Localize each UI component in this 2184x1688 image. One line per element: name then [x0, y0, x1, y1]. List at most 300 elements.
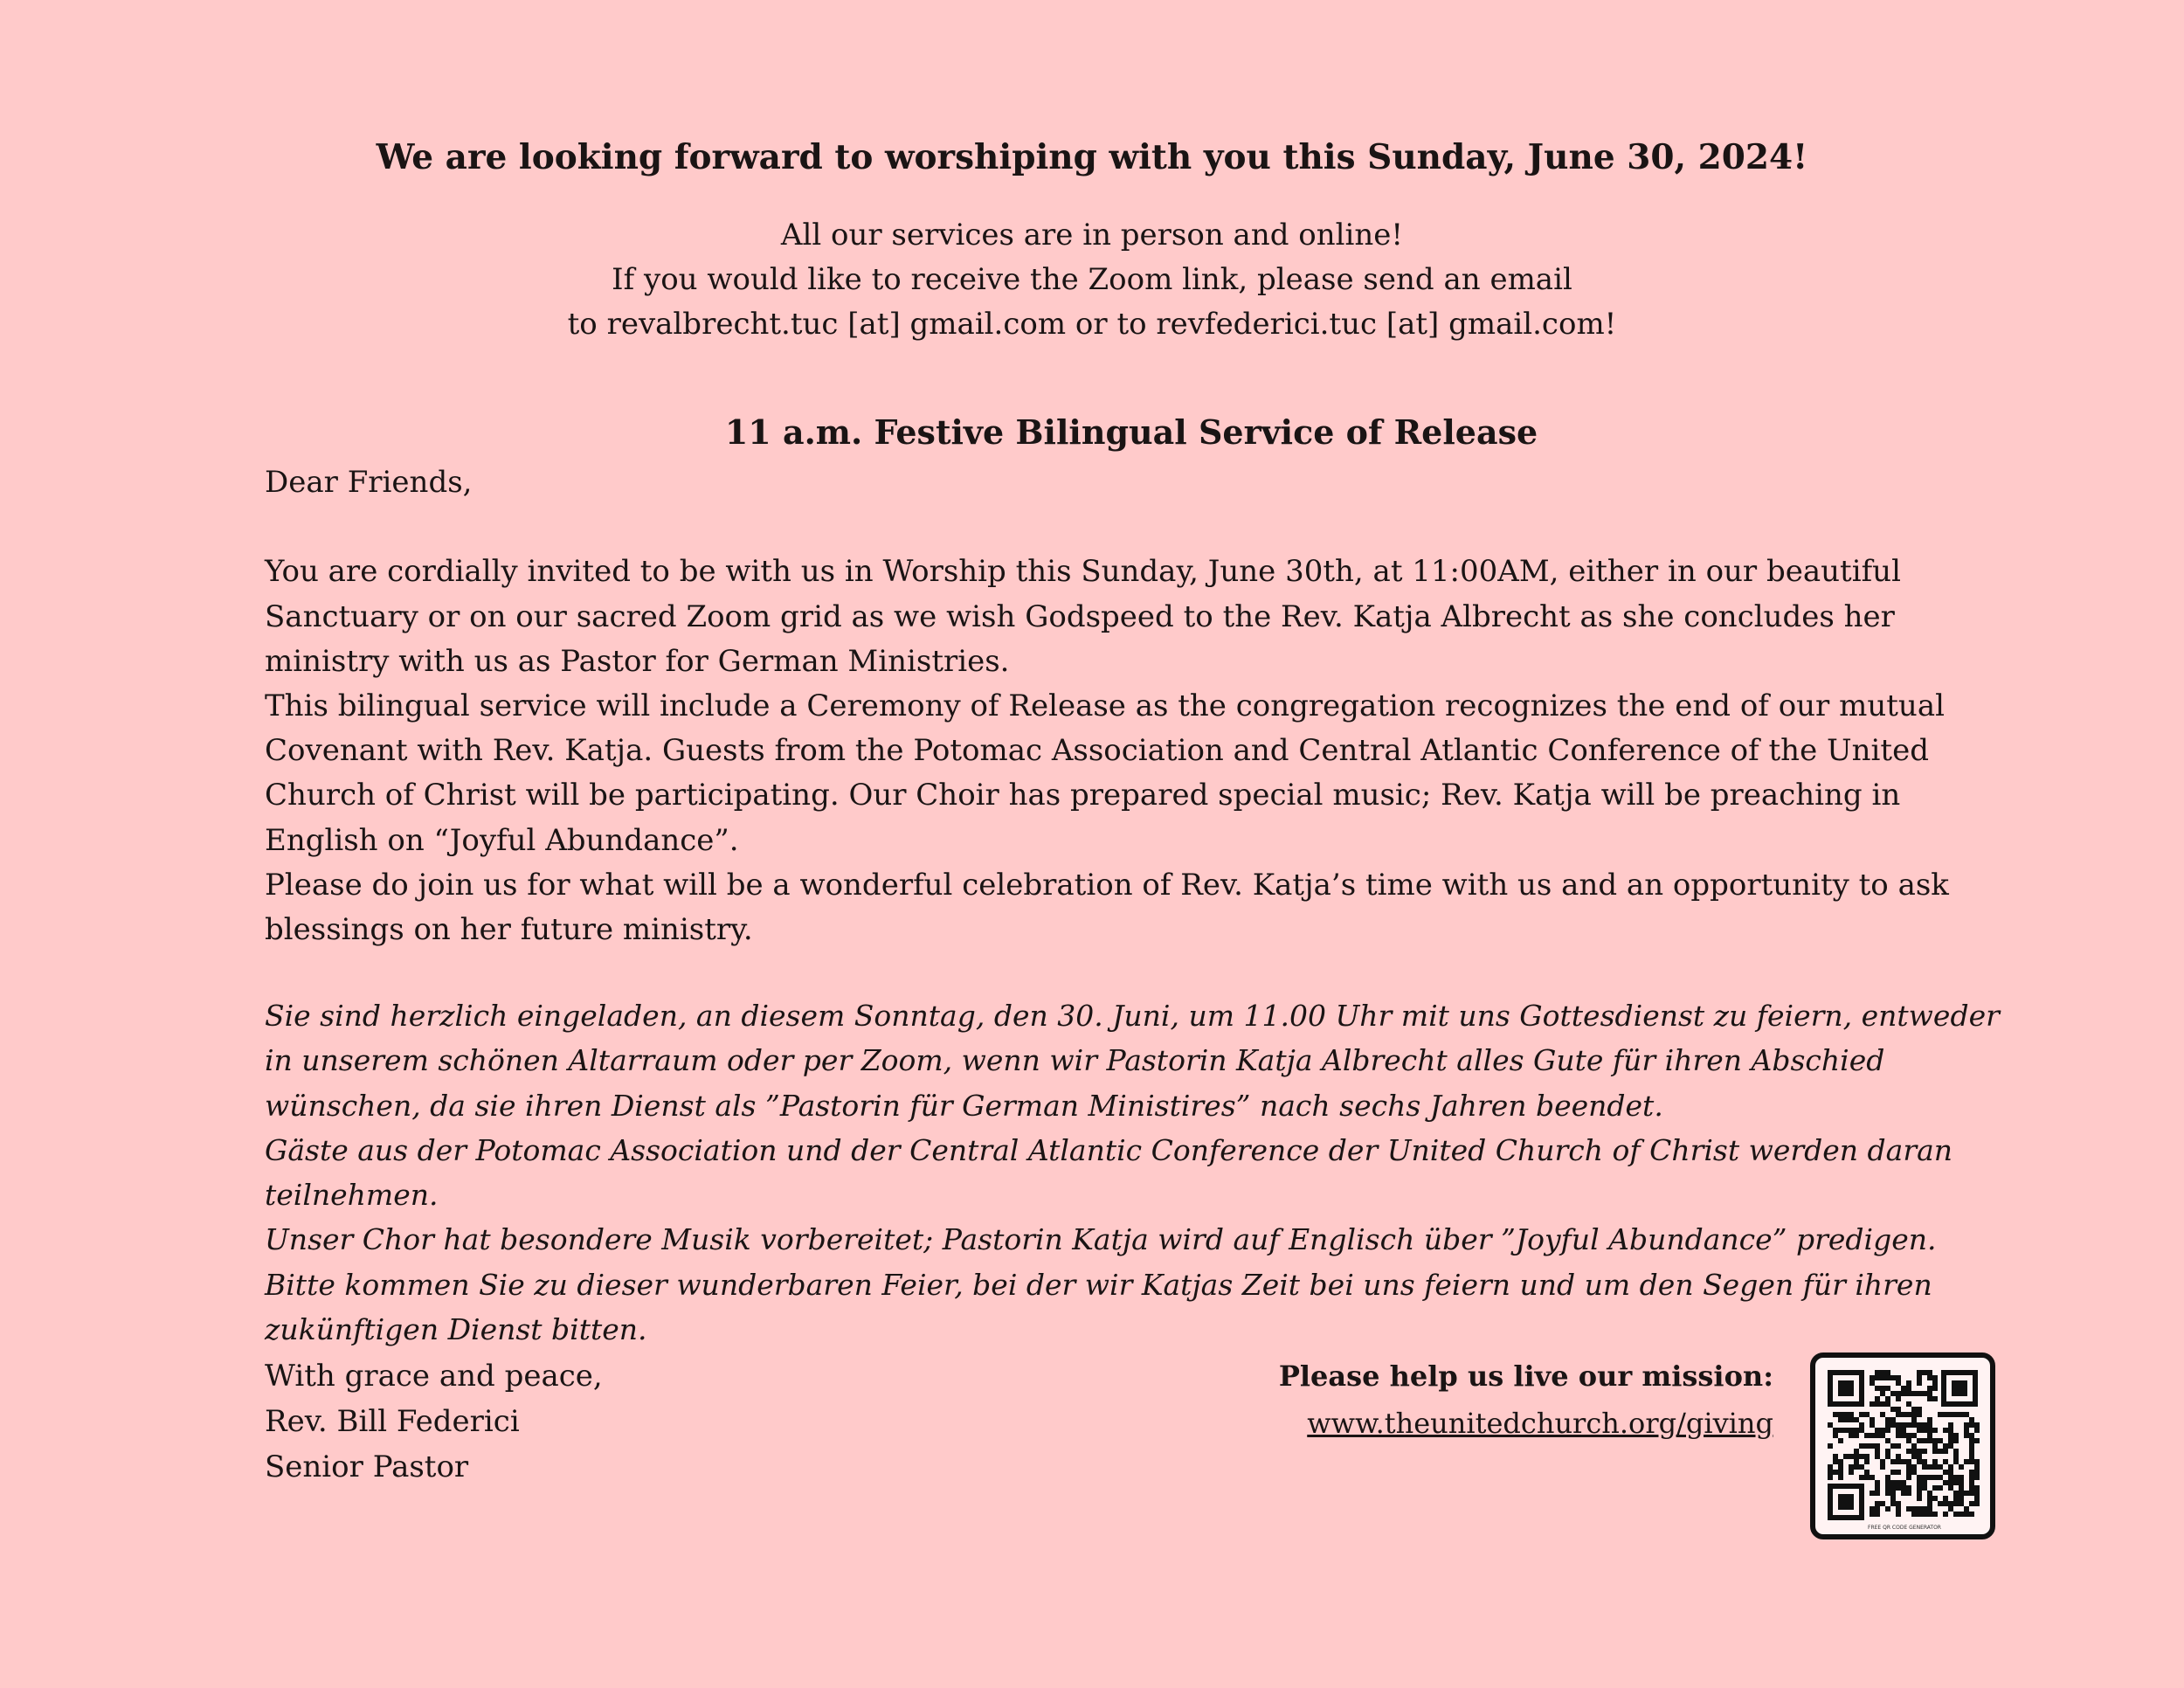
- qr-module: [1896, 1375, 1901, 1380]
- qr-module: [1906, 1475, 1911, 1480]
- qr-module: [1875, 1480, 1880, 1485]
- qr-module: [1890, 1422, 1896, 1428]
- qr-module: [1917, 1496, 1922, 1501]
- qr-module: [1906, 1438, 1911, 1443]
- qr-module: [1896, 1485, 1901, 1491]
- qr-module: [1849, 1433, 1854, 1438]
- qr-module: [1953, 1449, 1959, 1454]
- qr-module: [1922, 1428, 1927, 1433]
- qr-module: [1938, 1485, 1943, 1491]
- qr-module: [1974, 1475, 1980, 1480]
- qr-module: [1849, 1470, 1854, 1475]
- qr-module: [1969, 1470, 1974, 1475]
- qr-module: [1948, 1506, 1953, 1512]
- qr-module: [1890, 1459, 1896, 1464]
- german-paragraph-3: Unser Chor hat besondere Musik vorbereitet; Pastorin Katja wird auf Englisch über ”Joyful Abundance” predigen.: [265, 1222, 1937, 1257]
- qr-module: [1964, 1422, 1969, 1428]
- qr-module: [1917, 1506, 1922, 1512]
- qr-module: [1932, 1375, 1938, 1380]
- qr-module: [1959, 1480, 1964, 1485]
- qr-module: [1906, 1433, 1911, 1438]
- qr-module: [1932, 1438, 1938, 1443]
- qr-module: [1927, 1501, 1932, 1506]
- qr-module: [1901, 1386, 1906, 1391]
- qr-module: [1938, 1438, 1943, 1443]
- qr-module: [1927, 1428, 1932, 1433]
- qr-module: [1901, 1491, 1906, 1496]
- qr-module: [1959, 1485, 1964, 1491]
- qr-module: [1974, 1459, 1980, 1464]
- giving-link[interactable]: www.theunitedchurch.org/giving: [1307, 1407, 1773, 1440]
- qr-module: [1901, 1391, 1906, 1396]
- qr-module: [1906, 1380, 1911, 1386]
- qr-module: [1943, 1428, 1948, 1433]
- qr-module: [1943, 1459, 1948, 1464]
- qr-module: [1885, 1401, 1890, 1407]
- qr-module: [1953, 1433, 1959, 1438]
- qr-module: [1922, 1475, 1927, 1480]
- qr-module: [1927, 1496, 1932, 1501]
- qr-module: [1917, 1459, 1922, 1464]
- qr-module: [1890, 1491, 1896, 1496]
- qr-module: [1943, 1496, 1948, 1501]
- qr-module: [1896, 1501, 1901, 1506]
- qr-module: [1917, 1412, 1922, 1417]
- qr-module: [1859, 1475, 1864, 1480]
- qr-module: [1953, 1491, 1959, 1496]
- qr-module: [1896, 1459, 1901, 1464]
- german-letter: [265, 993, 2021, 1352]
- qr-module: [1870, 1375, 1875, 1380]
- giving-block: [1267, 1352, 1773, 1447]
- qr-module: [1890, 1407, 1896, 1412]
- qr-module: [1917, 1485, 1922, 1491]
- qr-module: [1906, 1401, 1911, 1407]
- qr-module: [1922, 1370, 1927, 1375]
- qr-module: [1885, 1506, 1890, 1512]
- qr-module: [1959, 1412, 1964, 1417]
- qr-module: [1932, 1380, 1938, 1386]
- qr-caption: FREE QR CODE GENERATOR: [1868, 1525, 1941, 1531]
- qr-module: [1948, 1475, 1953, 1480]
- qr-module: [1922, 1422, 1927, 1428]
- qr-module: [1922, 1459, 1927, 1464]
- qr-module: [1927, 1391, 1932, 1396]
- qr-module: [1943, 1412, 1948, 1417]
- qr-module: [1838, 1428, 1843, 1433]
- qr-module: [1948, 1428, 1953, 1433]
- signer-name: Rev. Bill Federici: [265, 1404, 520, 1439]
- qr-module: [1843, 1428, 1849, 1433]
- qr-module: [1906, 1470, 1911, 1475]
- qr-module: [1880, 1370, 1885, 1375]
- qr-module: [1843, 1417, 1849, 1422]
- qr-module: [1948, 1422, 1953, 1428]
- english-letter: [265, 460, 2021, 952]
- qr-module: [1927, 1422, 1932, 1428]
- qr-module: [1948, 1433, 1953, 1438]
- qr-module: [1880, 1501, 1885, 1506]
- qr-module: [1927, 1475, 1932, 1480]
- qr-module: [1880, 1412, 1885, 1417]
- qr-module: [1911, 1417, 1917, 1422]
- qr-module: [1932, 1396, 1938, 1401]
- qr-module: [1911, 1470, 1917, 1475]
- qr-module: [1974, 1501, 1980, 1506]
- headline: We are looking forward to worshiping with you this Sunday, June 30, 2024!: [376, 137, 1808, 177]
- qr-module: [1864, 1470, 1870, 1475]
- qr-module: [1870, 1433, 1875, 1438]
- qr-module: [1932, 1386, 1938, 1391]
- qr-module: [1854, 1459, 1859, 1464]
- qr-module: [1932, 1443, 1938, 1449]
- qr-module: [1885, 1375, 1890, 1380]
- qr-module: [1828, 1422, 1833, 1428]
- qr-module: [1953, 1512, 1959, 1517]
- qr-module: [1885, 1475, 1890, 1480]
- qr-module: [1859, 1422, 1864, 1428]
- qr-module: [1959, 1475, 1964, 1480]
- qr-module: [1885, 1417, 1890, 1422]
- qr-module: [1969, 1475, 1974, 1480]
- qr-module: [1890, 1501, 1896, 1506]
- qr-module: [1854, 1449, 1859, 1454]
- qr-module: [1969, 1512, 1974, 1517]
- qr-module: [1870, 1380, 1875, 1386]
- qr-module: [1911, 1454, 1917, 1459]
- english-paragraph-1: You are cordially invited to be with us in Worship this Sunday, June 30th, at 11:00AM, either in our beautiful Sanctuary or on our sacred Zoom grid as we wish Godspeed to the Rev. Katja Albrecht as she concludes her ministry with us as Pastor for German Ministries.: [265, 554, 1901, 679]
- qr-module: [1974, 1470, 1980, 1475]
- qr-module: [1875, 1443, 1880, 1449]
- qr-module: [1880, 1401, 1885, 1407]
- qr-module: [1875, 1370, 1880, 1375]
- qr-module: [1906, 1506, 1911, 1512]
- qr-module: [1833, 1470, 1838, 1475]
- qr-module: [1885, 1449, 1890, 1454]
- qr-module: [1911, 1443, 1917, 1449]
- qr-module: [1870, 1422, 1875, 1428]
- qr-module: [1917, 1375, 1922, 1380]
- qr-module: [1917, 1512, 1922, 1517]
- qr-module: [1969, 1454, 1974, 1459]
- qr-module: [1870, 1506, 1875, 1512]
- qr-module: [1838, 1470, 1843, 1475]
- qr-module: [1870, 1401, 1875, 1407]
- qr-module: [1849, 1417, 1854, 1422]
- closing: With grace and peace,: [265, 1359, 603, 1394]
- qr-module: [1896, 1407, 1901, 1412]
- qr-module: [1896, 1396, 1901, 1401]
- qr-module: [1911, 1449, 1917, 1454]
- qr-module: [1906, 1485, 1911, 1491]
- qr-module: [1969, 1438, 1974, 1443]
- qr-module: [1885, 1438, 1890, 1443]
- qr-module: [1959, 1496, 1964, 1501]
- qr-module: [1890, 1417, 1896, 1422]
- qr-module: [1922, 1485, 1927, 1491]
- qr-module: [1911, 1464, 1917, 1470]
- qr-module: [1969, 1480, 1974, 1485]
- qr-module: [1875, 1386, 1880, 1391]
- qr-module: [1948, 1464, 1953, 1470]
- qr-module: [1922, 1512, 1927, 1517]
- intro-block: [0, 213, 2184, 347]
- qr-module: [1833, 1412, 1838, 1417]
- qr-module: [1896, 1422, 1901, 1428]
- qr-module: [1917, 1449, 1922, 1454]
- qr-module: [1922, 1506, 1927, 1512]
- qr-module: [1932, 1512, 1938, 1517]
- qr-module: [1901, 1433, 1906, 1438]
- qr-module: [1906, 1449, 1911, 1454]
- qr-module: [1948, 1438, 1953, 1443]
- qr-module: [1864, 1454, 1870, 1459]
- qr-module: [1890, 1485, 1896, 1491]
- qr-module: [1880, 1386, 1885, 1391]
- english-paragraph-2: This bilingual service will include a Ceremony of Release as the congregation recognizes the end of our mutual Covenant with Rev. Katja. Guests from the Potomac Association and Central Atlantic Conference of the United Church of Christ will be participating. Our Choir has prepared special music; Rev. Katja will be preaching in English on “Joyful Abundance”.: [265, 688, 1945, 858]
- qr-module: [1875, 1449, 1880, 1454]
- qr-module: [1854, 1433, 1859, 1438]
- qr-module: [1969, 1417, 1974, 1422]
- qr-module: [1943, 1512, 1948, 1517]
- qr-code-icon[interactable]: [1810, 1352, 1995, 1539]
- qr-module: [1906, 1464, 1911, 1470]
- qr-module: [1932, 1428, 1938, 1433]
- qr-module: [1932, 1459, 1938, 1464]
- qr-module: [1864, 1443, 1870, 1449]
- qr-module: [1917, 1370, 1922, 1375]
- qr-module: [1974, 1464, 1980, 1470]
- qr-module: [1917, 1391, 1922, 1396]
- qr-module: [1922, 1480, 1927, 1485]
- intro-line-1: All our services are in person and online!: [780, 218, 1404, 253]
- qr-module: [1911, 1391, 1917, 1396]
- qr-module: [1875, 1491, 1880, 1496]
- qr-module: [1828, 1475, 1833, 1480]
- qr-module: [1849, 1412, 1854, 1417]
- qr-module: [1896, 1391, 1901, 1396]
- qr-module: [1938, 1501, 1943, 1506]
- qr-module: [1875, 1428, 1880, 1433]
- qr-module: [1880, 1433, 1885, 1438]
- qr-module: [1864, 1412, 1870, 1417]
- qr-module: [1922, 1391, 1927, 1396]
- qr-module: [1969, 1459, 1974, 1464]
- qr-module: [1828, 1443, 1833, 1449]
- giving-title: Please help us live our mission:: [1278, 1359, 1773, 1393]
- qr-module: [1885, 1386, 1890, 1391]
- qr-module: [1890, 1391, 1896, 1396]
- qr-module: [1828, 1470, 1833, 1475]
- qr-module: [1964, 1412, 1969, 1417]
- qr-module: [1927, 1375, 1932, 1380]
- qr-module: [1974, 1438, 1980, 1443]
- qr-module: [1875, 1433, 1880, 1438]
- qr-module: [1959, 1512, 1964, 1517]
- qr-module: [1859, 1443, 1864, 1449]
- qr-module: [1927, 1491, 1932, 1496]
- qr-module: [1880, 1464, 1885, 1470]
- qr-module: [1843, 1412, 1849, 1417]
- qr-module: [1906, 1459, 1911, 1464]
- qr-module: [1927, 1386, 1932, 1391]
- qr-module: [1854, 1454, 1859, 1459]
- qr-module: [1849, 1464, 1854, 1470]
- qr-module: [1932, 1496, 1938, 1501]
- qr-module: [1974, 1485, 1980, 1491]
- qr-module: [1870, 1443, 1875, 1449]
- qr-module: [1969, 1491, 1974, 1496]
- qr-module: [1880, 1459, 1885, 1464]
- qr-module: [1843, 1454, 1849, 1459]
- qr-module: [1932, 1485, 1938, 1491]
- qr-module: [1953, 1496, 1959, 1501]
- qr-module: [1953, 1459, 1959, 1464]
- greeting: Dear Friends,: [265, 465, 473, 500]
- qr-module: [1896, 1443, 1901, 1449]
- qr-module: [1964, 1459, 1969, 1464]
- qr-module: [1901, 1428, 1906, 1433]
- qr-module: [1932, 1464, 1938, 1470]
- qr-module: [1969, 1443, 1974, 1449]
- qr-module: [1969, 1449, 1974, 1454]
- qr-module: [1901, 1412, 1906, 1417]
- signoff-block: [265, 1353, 1051, 1490]
- qr-module: [1943, 1501, 1948, 1506]
- qr-module: [1901, 1459, 1906, 1464]
- qr-module: [1974, 1491, 1980, 1496]
- qr-module: [1885, 1370, 1890, 1375]
- qr-module: [1917, 1438, 1922, 1443]
- qr-module: [1922, 1438, 1927, 1443]
- qr-module: [1890, 1480, 1896, 1485]
- qr-module: [1927, 1417, 1932, 1422]
- qr-module: [1906, 1422, 1911, 1428]
- qr-module: [1969, 1485, 1974, 1491]
- qr-module: [1922, 1464, 1927, 1470]
- qr-module: [1838, 1464, 1843, 1470]
- service-title: 11 a.m. Festive Bilingual Service of Release: [724, 412, 1538, 452]
- qr-module: [1943, 1480, 1948, 1485]
- qr-module: [1859, 1464, 1864, 1470]
- qr-module: [1896, 1433, 1901, 1438]
- qr-module: [1911, 1506, 1917, 1512]
- qr-module: [1890, 1470, 1896, 1475]
- qr-module: [1917, 1407, 1922, 1412]
- qr-module: [1948, 1501, 1953, 1506]
- qr-module: [1875, 1501, 1880, 1506]
- qr-module: [1911, 1433, 1917, 1438]
- german-paragraph-1: Sie sind herzlich eingeladen, an diesem Sonntag, den 30. Juni, um 11.00 Uhr mit uns Gottesdienst zu feiern, entweder in unserem schönen Altarraum oder per Zoom, wenn wir Pastorin Katja Albrecht alles Gute für ihren Abschied wünschen, da sie ihren Dienst als ”Pastorin für German Ministires” nach sechs Jahren beendet.: [265, 999, 2000, 1123]
- qr-module: [1948, 1412, 1953, 1417]
- qr-module: [1859, 1428, 1864, 1433]
- qr-module: [1917, 1454, 1922, 1459]
- qr-module: [1911, 1407, 1917, 1412]
- qr-module: [1964, 1506, 1969, 1512]
- signer-title: Senior Pastor: [265, 1449, 469, 1484]
- qr-module: [1896, 1506, 1901, 1512]
- qr-module: [1880, 1391, 1885, 1396]
- qr-module: [1948, 1480, 1953, 1485]
- qr-module: [1959, 1464, 1964, 1470]
- qr-module: [1838, 1475, 1843, 1480]
- qr-module: [1838, 1438, 1843, 1443]
- qr-module: [1927, 1512, 1932, 1517]
- qr-module: [1964, 1433, 1969, 1438]
- qr-module: [1906, 1386, 1911, 1391]
- qr-module: [1964, 1512, 1969, 1517]
- qr-module: [1938, 1475, 1943, 1480]
- intro-line-2: If you would like to receive the Zoom link, please send an email: [612, 262, 1572, 297]
- qr-module: [1875, 1512, 1880, 1517]
- qr-module: [1833, 1428, 1838, 1433]
- qr-module: [1959, 1501, 1964, 1506]
- qr-module: [1885, 1480, 1890, 1485]
- qr-module: [1896, 1480, 1901, 1485]
- qr-module: [1885, 1428, 1890, 1433]
- qr-module: [1959, 1491, 1964, 1496]
- english-paragraph-3: Please do join us for what will be a wonderful celebration of Rev. Katja’s time with us and an opportunity to ask blessings on her future ministry.: [265, 867, 1949, 948]
- german-paragraph-2: Gäste aus der Potomac Association und der Central Atlantic Conference der United Church of Christ werden daran teilnehmen.: [265, 1132, 1953, 1213]
- qr-module: [1870, 1475, 1875, 1480]
- qr-module: [1854, 1464, 1859, 1470]
- qr-module: [1948, 1485, 1953, 1491]
- qr-module: [1901, 1485, 1906, 1491]
- qr-module: [1875, 1485, 1880, 1491]
- qr-module: [1885, 1491, 1890, 1496]
- qr-module: [1943, 1443, 1948, 1449]
- qr-module: [1974, 1428, 1980, 1433]
- qr-module: [1948, 1470, 1953, 1475]
- qr-module: [1943, 1449, 1948, 1454]
- qr-module: [1938, 1412, 1943, 1417]
- qr-module: [1875, 1506, 1880, 1512]
- qr-module: [1917, 1475, 1922, 1480]
- qr-module: [1911, 1512, 1917, 1517]
- qr-module: [1969, 1422, 1974, 1428]
- qr-module: [1896, 1512, 1901, 1517]
- qr-module: [1875, 1454, 1880, 1459]
- qr-module: [1854, 1417, 1859, 1422]
- qr-module: [1885, 1485, 1890, 1491]
- qr-module: [1885, 1454, 1890, 1459]
- qr-module: [1953, 1480, 1959, 1485]
- qr-module: [1953, 1454, 1959, 1459]
- qr-module: [1953, 1438, 1959, 1443]
- qr-module: [1938, 1464, 1943, 1470]
- qr-module: [1932, 1449, 1938, 1454]
- qr-module: [1870, 1512, 1875, 1517]
- qr-module: [1896, 1428, 1901, 1433]
- qr-module: [1870, 1491, 1875, 1496]
- qr-module: [1833, 1459, 1838, 1464]
- qr-module: [1922, 1449, 1927, 1454]
- qr-module: [1859, 1454, 1864, 1459]
- qr-module: [1953, 1475, 1959, 1480]
- qr-module: [1927, 1438, 1932, 1443]
- qr-module: [1864, 1433, 1870, 1438]
- qr-module: [1953, 1412, 1959, 1417]
- qr-module: [1927, 1396, 1932, 1401]
- qr-module: [1890, 1496, 1896, 1501]
- qr-module: [1875, 1396, 1880, 1401]
- qr-module: [1896, 1412, 1901, 1417]
- qr-module: [1953, 1501, 1959, 1506]
- qr-module: [1838, 1459, 1843, 1464]
- qr-module: [1938, 1449, 1943, 1454]
- qr-module: [1943, 1470, 1948, 1475]
- qr-module: [1880, 1375, 1885, 1380]
